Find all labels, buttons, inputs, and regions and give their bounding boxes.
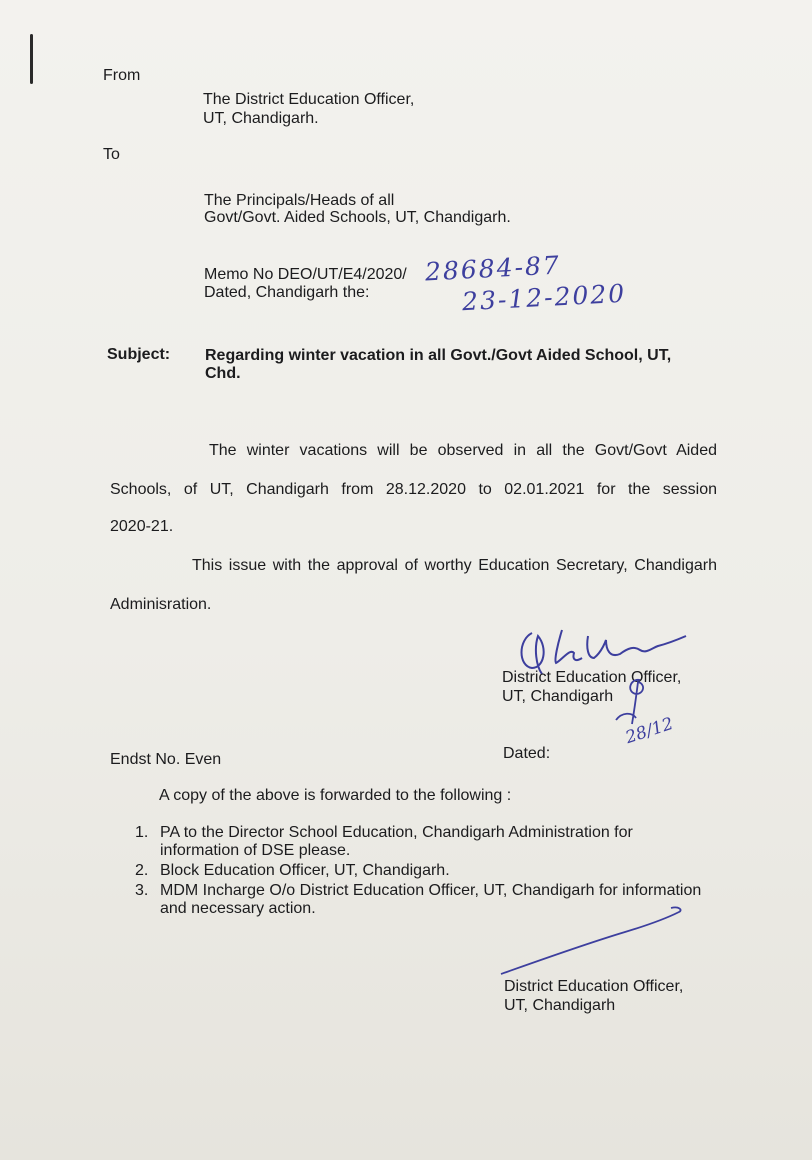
scan-edge-mark [30, 34, 33, 84]
subject-line-2: Chd. [205, 365, 241, 382]
handwritten-sign-date: 28/12 [623, 713, 676, 749]
sender-line-2: UT, Chandigarh. [203, 110, 319, 127]
list-item [135, 824, 735, 860]
forward-intro: A copy of the above is forwarded to the following : [159, 787, 512, 804]
recipient-line-2: Govt/Govt. Aided Schools, UT, Chandigarh. [204, 209, 511, 226]
signatory-1-location: UT, Chandigarh [502, 688, 614, 705]
to-label: To [103, 146, 120, 163]
signatory-2-location: UT, Chandigarh [504, 997, 616, 1014]
handwritten-date: 23-12-2020 [461, 278, 627, 317]
body-line-2: Schools, of UT, Chandigarh from 28.12.2020 to 02.01.2021 for the session [110, 481, 717, 498]
list-item-line-1: PA to the Director School Education, Chandigarh Administration for [160, 824, 633, 841]
list-item-number: 2. [135, 862, 149, 879]
body-line-4: This issue with the approval of worthy Education Secretary, Chandigarh [192, 557, 717, 574]
subject-label: Subject: [107, 346, 171, 363]
recipient-line-1: The Principals/Heads of all [204, 192, 395, 209]
body-line-1: The winter vacations will be observed in all the Govt/Govt Aided [209, 442, 717, 459]
subject-line-1: Regarding winter vacation in all Govt./Govt Aided School, UT, [205, 347, 672, 364]
list-item-line-2: information of DSE please. [160, 842, 351, 859]
memo-label: Memo No DEO/UT/E4/2020/ [204, 266, 407, 283]
list-item-line-2: and necessary action. [160, 900, 316, 917]
list-item-number: 1. [135, 824, 149, 841]
handwritten-memo-number: 28684-87 [424, 250, 562, 287]
list-item [135, 862, 735, 880]
endorsement-dated: Dated: [503, 745, 551, 762]
body-line-5: Adminisration. [110, 596, 212, 613]
list-item-number: 3. [135, 882, 149, 899]
signature-2 [495, 900, 695, 980]
dated-label: Dated, Chandigarh the: [204, 284, 370, 301]
endorsement-number: Endst No. Even [110, 751, 222, 768]
sender-line-1: The District Education Officer, [203, 91, 415, 108]
body-line-3: 2020-21. [110, 518, 174, 535]
from-label: From [103, 67, 141, 84]
list-item-line-1: MDM Incharge O/o District Education Officer, UT, Chandigarh for information [160, 882, 702, 899]
signatory-1-title: District Education Officer, [502, 669, 682, 686]
list-item-line-1: Block Education Officer, UT, Chandigarh. [160, 862, 450, 879]
signatory-2-title: District Education Officer, [504, 978, 684, 995]
